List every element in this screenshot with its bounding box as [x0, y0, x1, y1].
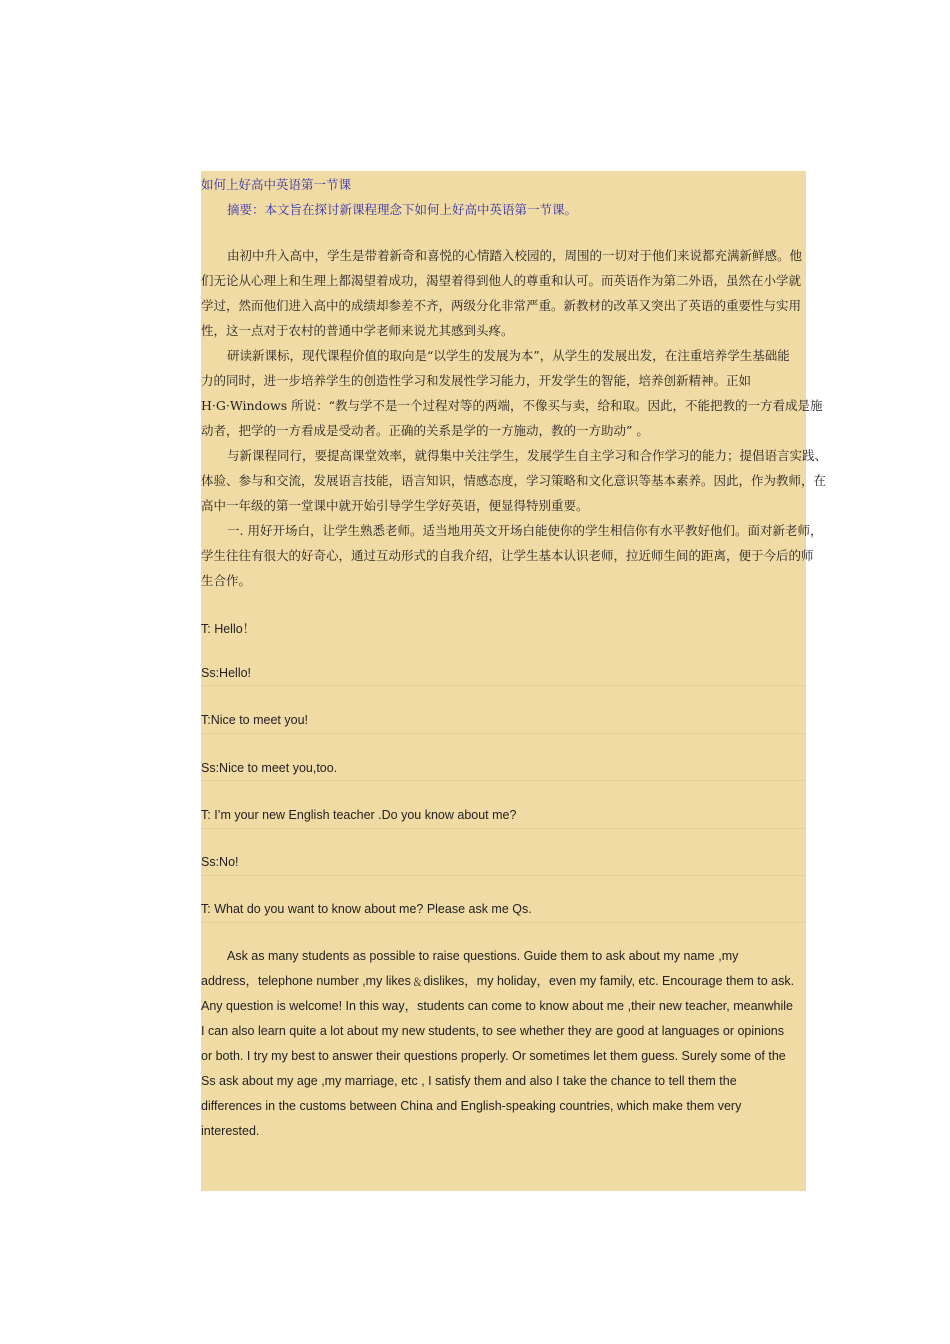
paragraph-line: 体验、参与和交流，发展语言技能，语言知识，情感态度，学习策略和文化意识等基本素养。因此，作为教师，在 — [201, 473, 827, 488]
paragraph-1 — [201, 243, 811, 343]
paragraph-4 — [201, 518, 823, 593]
divider — [201, 922, 806, 923]
paragraph-line: Ss ask about my age ,my marriage, etc , I satisfy them and also I take the chance to tell them the — [201, 1074, 737, 1088]
divider — [201, 828, 806, 829]
abstract: 摘要：本文旨在探讨新课程理念下如何上好高中英语第一节课。 — [227, 202, 578, 217]
dialog-line: Ss:Nice to meet you,too. — [201, 761, 338, 775]
divider — [201, 875, 806, 876]
dialog-line: Ss:Hello! — [201, 666, 252, 680]
paragraph-line: differences in the customs between China and English-speaking countries, which make them very — [201, 1099, 742, 1113]
paragraph-3 — [201, 443, 828, 518]
paragraph-line: 们无论从心理上和生理上都渴望着成功，渴望着得到他人的尊重和认可。而英语作为第二外语，虽然在小学就 — [201, 273, 802, 288]
divider — [201, 780, 806, 781]
paragraph-line: 力的同时，进一步培养学生的创造性学习和发展性学习能力，开发学生的智能，培养创新精神。正如 — [201, 373, 752, 388]
dialog-line: T: What do you want to know about me? Please ask me Qs. — [201, 902, 532, 916]
dialog-line: T: I’m your new English teacher .Do you know about me? — [201, 808, 517, 822]
paragraph-line: 学生往往有很大的好奇心，通过互动形式的自我介绍，让学生基本认识老师，拉近师生间的距离，便于今后的师 — [201, 548, 814, 563]
paragraph-line: Ask as many students as possible to raise questions. Guide them to ask about my name ,my — [227, 949, 739, 963]
paragraph-line: address，telephone number ,my likes﹠dislikes，my holiday，even my family, etc. Encourage them to ask. — [201, 974, 795, 988]
divider — [201, 685, 806, 686]
paragraph-line: or both. I try my best to answer their questions properly. Or sometimes let them guess. Surely some of the — [201, 1049, 786, 1063]
paragraph-line: Any question is welcome! In this way，students can come to know about me ,their new teacher, meanwhile — [201, 999, 793, 1013]
paragraph-line: 研读新课标，现代课程价值的取向是“以学生的发展为本”，从学生的发展出发，在注重培养学生基础能 — [227, 348, 790, 363]
paragraph-5 — [201, 944, 811, 1144]
paragraph-line: 动者，把学的一方看成是受动者。正确的关系是学的一方施动，教的一方助动” 。 — [201, 423, 649, 438]
document-title: 如何上好高中英语第一节课 — [201, 177, 352, 192]
paragraph-line: 学过，然而他们进入高中的成绩却参差不齐，两级分化非常严重。新教材的改革又突出了英语的重要性与实用 — [201, 298, 802, 313]
dialog-line: T: Hello！ — [201, 622, 256, 636]
paragraph-line: 与新课程同行，要提高课堂效率，就得集中关注学生，发展学生自主学习和合作学习的能力；提倡语言实践、 — [227, 448, 828, 463]
paragraph-line: 高中一年级的第一堂课中就开始引导学生学好英语，便显得特别重要。 — [201, 498, 589, 513]
paragraph-line: 性，这一点对于农村的普通中学老师来说尤其感到头疼。 — [201, 323, 514, 338]
paragraph-line: 一. 用好开场白，让学生熟悉老师。适当地用英文开场白能使你的学生相信你有水平教好他们。面对新老师， — [227, 523, 823, 538]
paragraph-line: interested. — [201, 1124, 260, 1138]
paragraph-line: H·G·Windows 所说：“教与学不是一个过程对等的两端，不像买与卖，给和取。因此，不能把教的一方看成是施 — [201, 398, 823, 413]
paragraph-line: 生合作。 — [201, 573, 252, 588]
divider — [201, 733, 806, 734]
dialog-line: T:Nice to meet you! — [201, 713, 308, 727]
paragraph-2 — [201, 343, 823, 443]
paragraph-line: 由初中升入高中，学生是带着新奇和喜悦的心情踏入校园的，周围的一切对于他们来说都充满新鲜感。他 — [227, 248, 803, 263]
paragraph-line: I can also learn quite a lot about my new students, to see whether they are good at languages or opinions — [201, 1024, 785, 1038]
dialog-line: Ss:No! — [201, 855, 239, 869]
